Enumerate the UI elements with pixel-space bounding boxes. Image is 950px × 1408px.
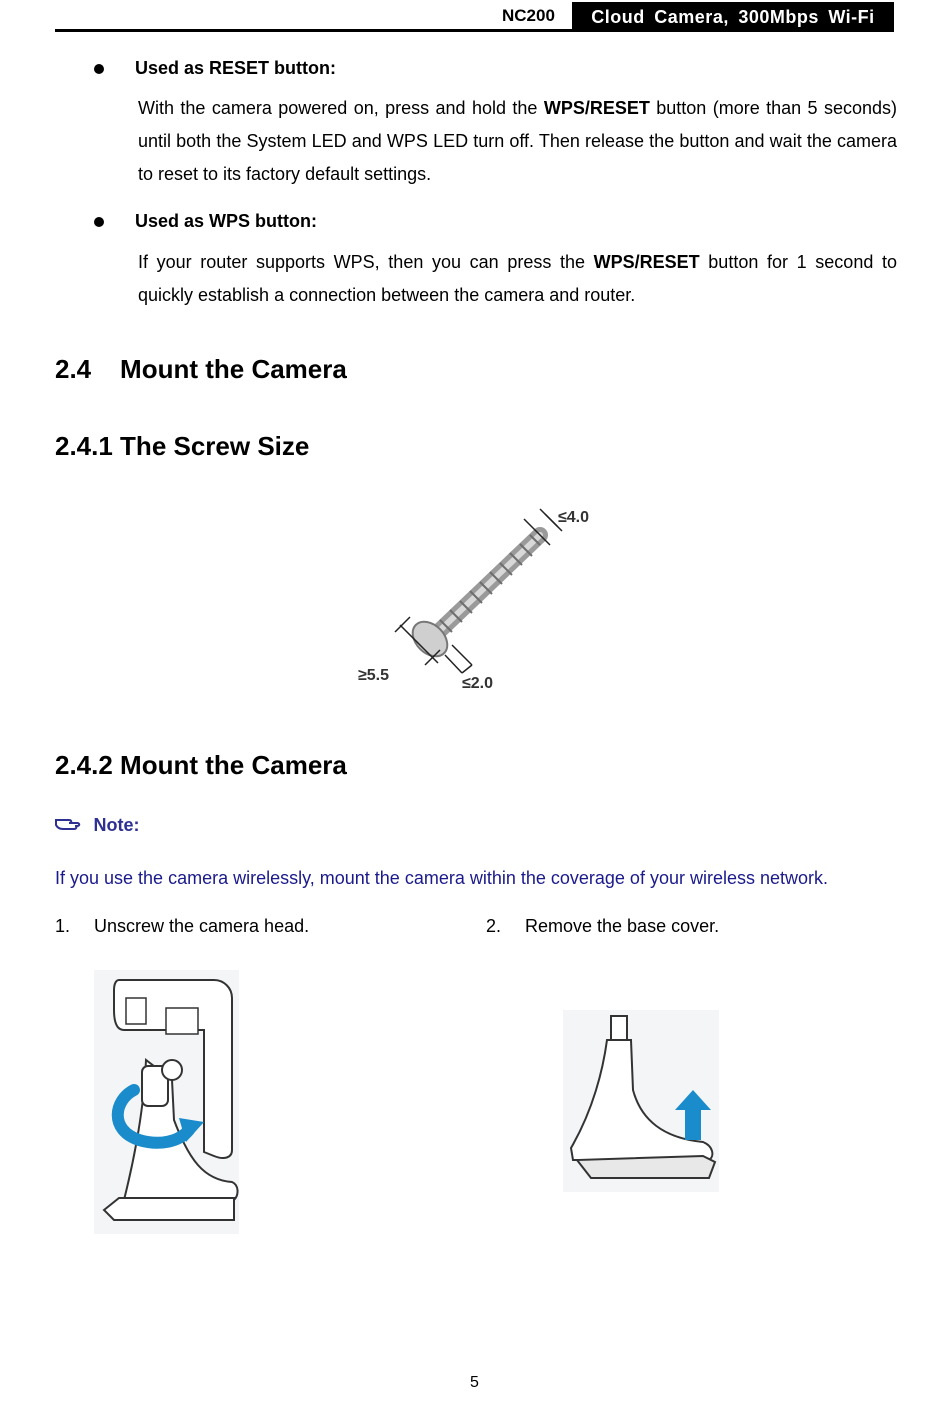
note-row [55,814,139,837]
screw-shank [435,535,540,635]
reset-heading: Used as RESET button: [135,58,337,78]
reset-bold: WPS/RESET [543,98,650,118]
page-number: 5 [470,1374,479,1391]
remove-base-cover-figure [563,1010,719,1192]
note-label: Note: [93,815,140,835]
unscrew-camera-figure [94,970,239,1234]
header-model: NC200 [502,6,555,25]
step-1-text: Unscrew the camera head. [94,916,310,936]
wps-heading: Used as WPS button: [135,211,318,231]
reset-text-1: With the camera powered on, press and hold the [138,98,544,118]
wps-bold: WPS/RESET [593,252,700,272]
section-heading-2-4-1: 2.4.1 The Screw Size [55,431,310,461]
header-rule [55,29,894,32]
dim-left-label: ≥5.5 [358,667,390,684]
wps-paragraph [138,246,897,312]
base-cover [577,1156,715,1178]
section-heading-2-4: 2.4 Mount the Camera [55,354,347,384]
bullet-icon [94,64,104,74]
section-heading-2-4-2: 2.4.2 Mount the Camera [55,750,347,780]
header-title: Cloud Camera, 300Mbps Wi-Fi [572,2,894,32]
dim-top-label: ≤4.0 [558,509,590,526]
note-text: If you use the camera wirelessly, mount the camera within the coverage of your wireless network. [55,868,829,888]
step-2-number: 2. [486,916,502,936]
reset-text-2: button (more than 5 seconds) until both the System LED and WPS LED turn off. Then release the button and wait the camera to reset to its factory default settings. [138,98,897,184]
dim-bottom-label: ≤2.0 [462,675,494,692]
wps-text-2: button for 1 second to quickly establish a connection between the camera and router. [138,252,897,305]
reset-paragraph [138,92,897,191]
bullet-icon [94,217,104,227]
step-1-number: 1. [55,916,71,936]
screw-figure [340,495,610,700]
wps-text-1: If your router supports WPS, then you can press the [138,252,594,272]
pointing-hand-icon [55,814,81,837]
step-2-text: Remove the base cover. [525,916,720,936]
